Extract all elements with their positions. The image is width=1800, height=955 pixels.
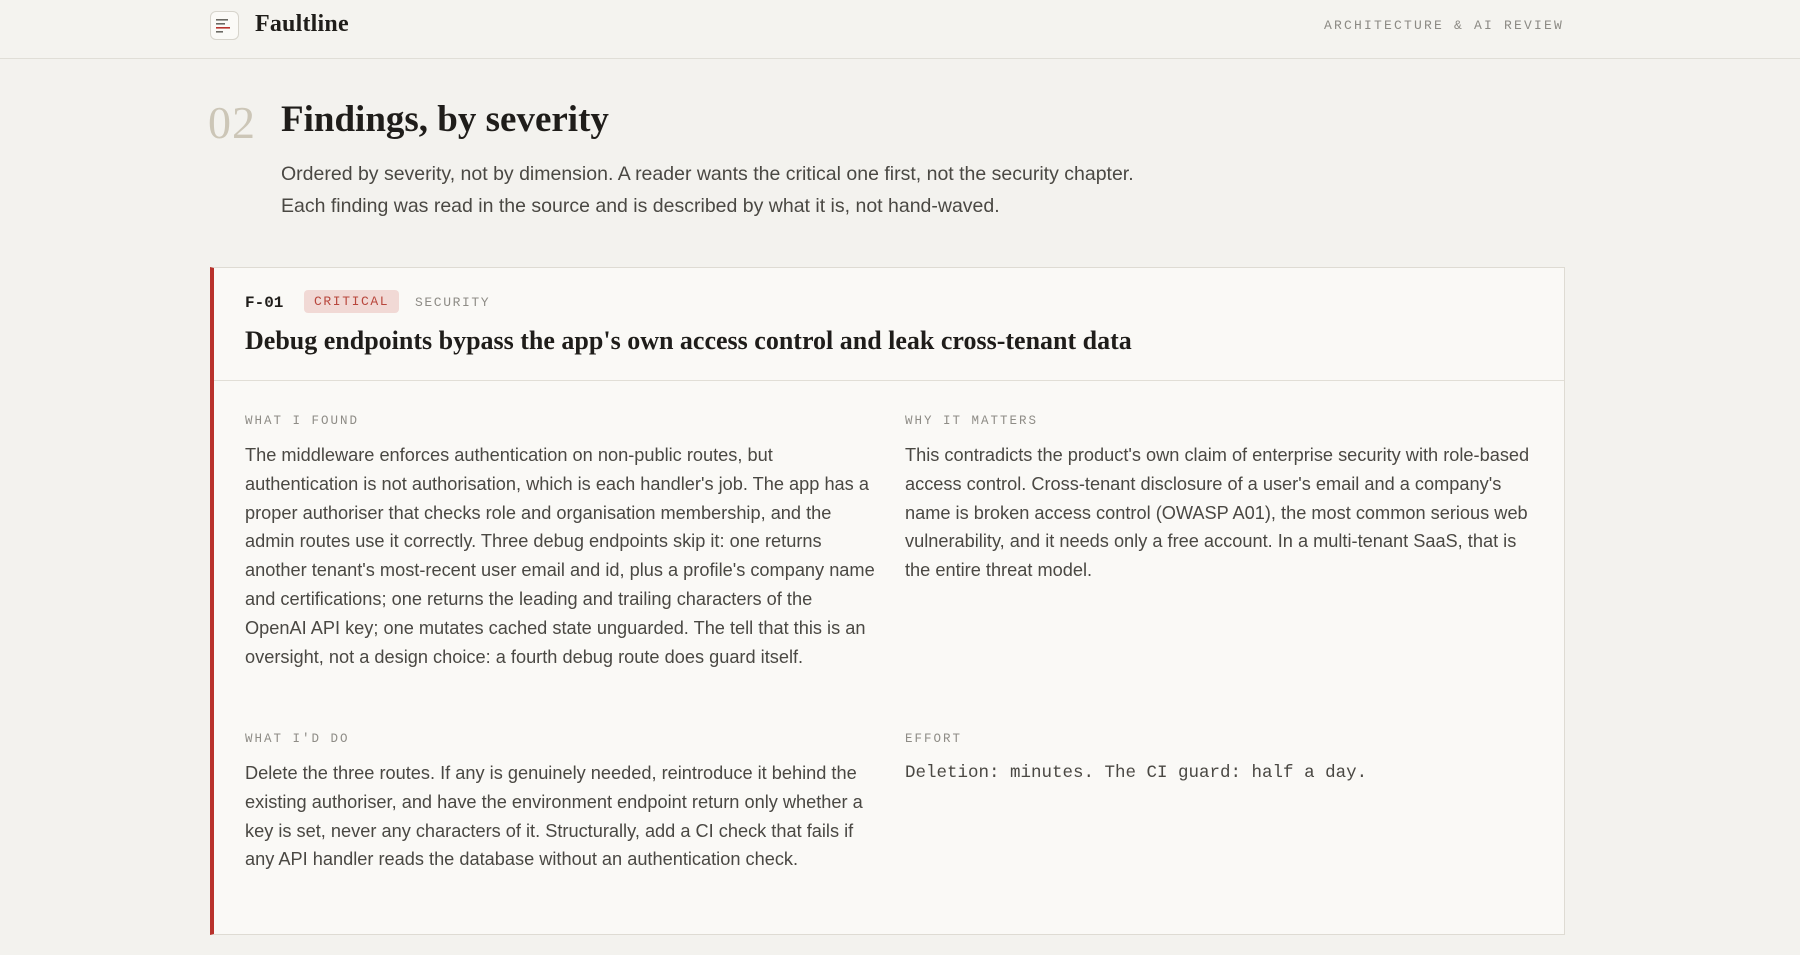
why-it-matters-block [905, 414, 1535, 585]
section-title: Findings, by severity [281, 99, 609, 140]
effort-block [905, 732, 1535, 788]
why-it-matters-text: This contradicts the product's own claim of enterprise security with role-based access control. Cross-tenant disclosure of a user's email and a company's name is broken access control (OWASP A01), the most common serious web vulnerability, and it needs only a free account. In a multi-tenant SaaS, that is the entire threat model. [905, 445, 1530, 581]
effort-label: EFFORT [905, 732, 963, 746]
dimension-tag: SECURITY [415, 295, 491, 310]
brand-name[interactable]: Faultline [255, 11, 349, 37]
finding-card [210, 267, 1565, 935]
what-id-do-label: WHAT I'D DO [245, 732, 350, 746]
what-i-found-label: WHAT I FOUND [245, 414, 360, 428]
architecture-review-link[interactable]: ARCHITECTURE & AI REVIEW [1323, 18, 1564, 33]
effort-text: Deletion: minutes. The CI guard: half a day. [905, 763, 1368, 783]
top-bar [0, 0, 1800, 59]
severity-badge: CRITICAL [304, 290, 399, 313]
document-lines-icon[interactable] [210, 11, 239, 40]
section-number: 02 [208, 97, 256, 148]
why-it-matters-label: WHY IT MATTERS [905, 414, 1039, 428]
what-id-do-text: Delete the three routes. If any is genuinely needed, reintroduce it behind the existing authoriser, and have the environment endpoint return only whether a key is set, never any characters of it. Structurally, add a CI check that fails if any API handler reads the database without an authentication check. [245, 763, 863, 870]
finding-header [214, 268, 1564, 381]
finding-title: Debug endpoints bypass the app's own access control and leak cross-tenant data [245, 326, 1132, 355]
finding-id: F-01 [245, 294, 284, 312]
what-i-found-block [245, 414, 875, 671]
what-i-found-text: The middleware enforces authentication on non-public routes, but authentication is not authorisation, which is each handler's job. The app has a proper authoriser that checks role and organisation membership, and the admin routes use it correctly. Three debug endpoints skip it: one returns another tenant's most-recent user email and id, plus a profile's company name and certifications; one returns the leading and trailing characters of the OpenAI API key; one mutates cached state unguarded. The tell that this is an oversight, not a design choice: a fourth debug route does guard itself. [245, 445, 875, 667]
section-description: Ordered by severity, not by dimension. A reader wants the critical one first, not the security chapter. Each finding was read in the source and is described by what it is, not hand-waved. [281, 163, 1134, 217]
what-id-do-block [245, 732, 875, 874]
